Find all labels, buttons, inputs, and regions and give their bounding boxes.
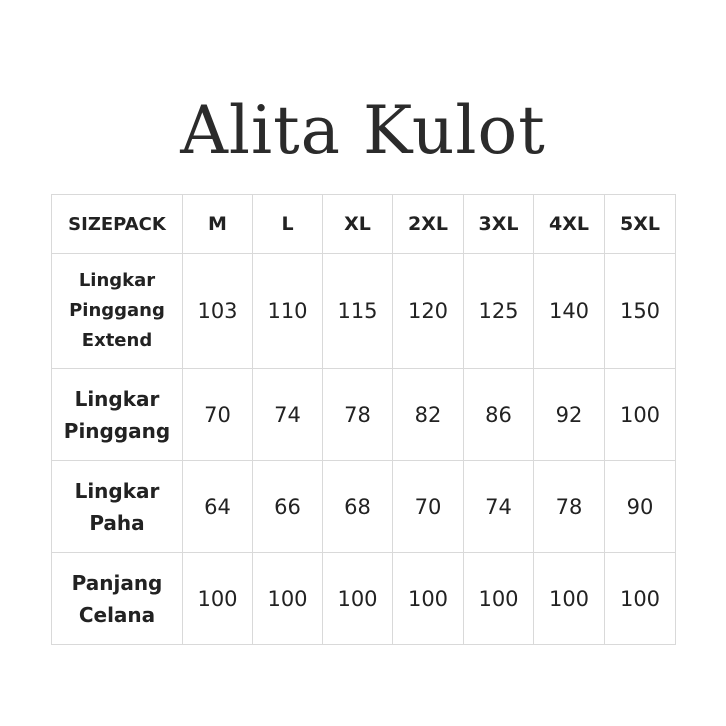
row-label — [52, 553, 183, 645]
table-cell: 70 — [183, 369, 253, 461]
row-label-line: Celana — [78, 602, 156, 627]
column-header-l: L — [253, 195, 323, 254]
row-label-line: Pinggang — [63, 418, 171, 443]
row-label-line: Extend — [81, 330, 153, 351]
table-cell: 86 — [464, 369, 534, 461]
table-row — [52, 461, 676, 553]
row-label-line: Lingkar — [78, 270, 156, 291]
table-cell: 150 — [605, 254, 676, 369]
table-cell: 74 — [464, 461, 534, 553]
header-row — [52, 195, 676, 254]
table-cell: 115 — [323, 254, 393, 369]
column-header-5xl: 5XL — [605, 195, 676, 254]
row-label — [52, 369, 183, 461]
table-cell: 82 — [393, 369, 464, 461]
table-row — [52, 369, 676, 461]
table-cell: 70 — [393, 461, 464, 553]
table-cell: 68 — [323, 461, 393, 553]
table-cell: 100 — [253, 553, 323, 645]
table-cell: 125 — [464, 254, 534, 369]
column-header-2xl: 2XL — [393, 195, 464, 254]
table-cell: 100 — [393, 553, 464, 645]
row-label-line: Pinggang — [69, 300, 165, 321]
table-cell: 110 — [253, 254, 323, 369]
row-label — [52, 254, 183, 369]
page-title: Alita Kulot — [180, 92, 546, 169]
table-cell: 100 — [605, 553, 676, 645]
table-cell: 140 — [534, 254, 605, 369]
column-header-sizepack: SIZEPACK — [52, 195, 183, 254]
table-cell: 74 — [253, 369, 323, 461]
row-label-line: Paha — [89, 510, 145, 535]
table-cell: 100 — [534, 553, 605, 645]
column-header-xl: XL — [323, 195, 393, 254]
table-cell: 120 — [393, 254, 464, 369]
table-row — [52, 254, 676, 369]
column-header-4xl: 4XL — [534, 195, 605, 254]
table-cell: 100 — [323, 553, 393, 645]
table-cell: 64 — [183, 461, 253, 553]
table-cell: 78 — [534, 461, 605, 553]
row-label-line: Lingkar — [74, 386, 160, 411]
table-cell: 100 — [605, 369, 676, 461]
row-label-line: Lingkar — [74, 478, 160, 503]
table-cell: 103 — [183, 254, 253, 369]
table-cell: 78 — [323, 369, 393, 461]
table-cell: 100 — [183, 553, 253, 645]
row-label — [52, 461, 183, 553]
table-row — [52, 553, 676, 645]
table-cell: 92 — [534, 369, 605, 461]
column-header-m: M — [183, 195, 253, 254]
row-label-line: Panjang — [71, 570, 163, 595]
table-cell: 66 — [253, 461, 323, 553]
table-cell: 100 — [464, 553, 534, 645]
table-cell: 90 — [605, 461, 676, 553]
size-table — [51, 194, 676, 645]
column-header-3xl: 3XL — [464, 195, 534, 254]
